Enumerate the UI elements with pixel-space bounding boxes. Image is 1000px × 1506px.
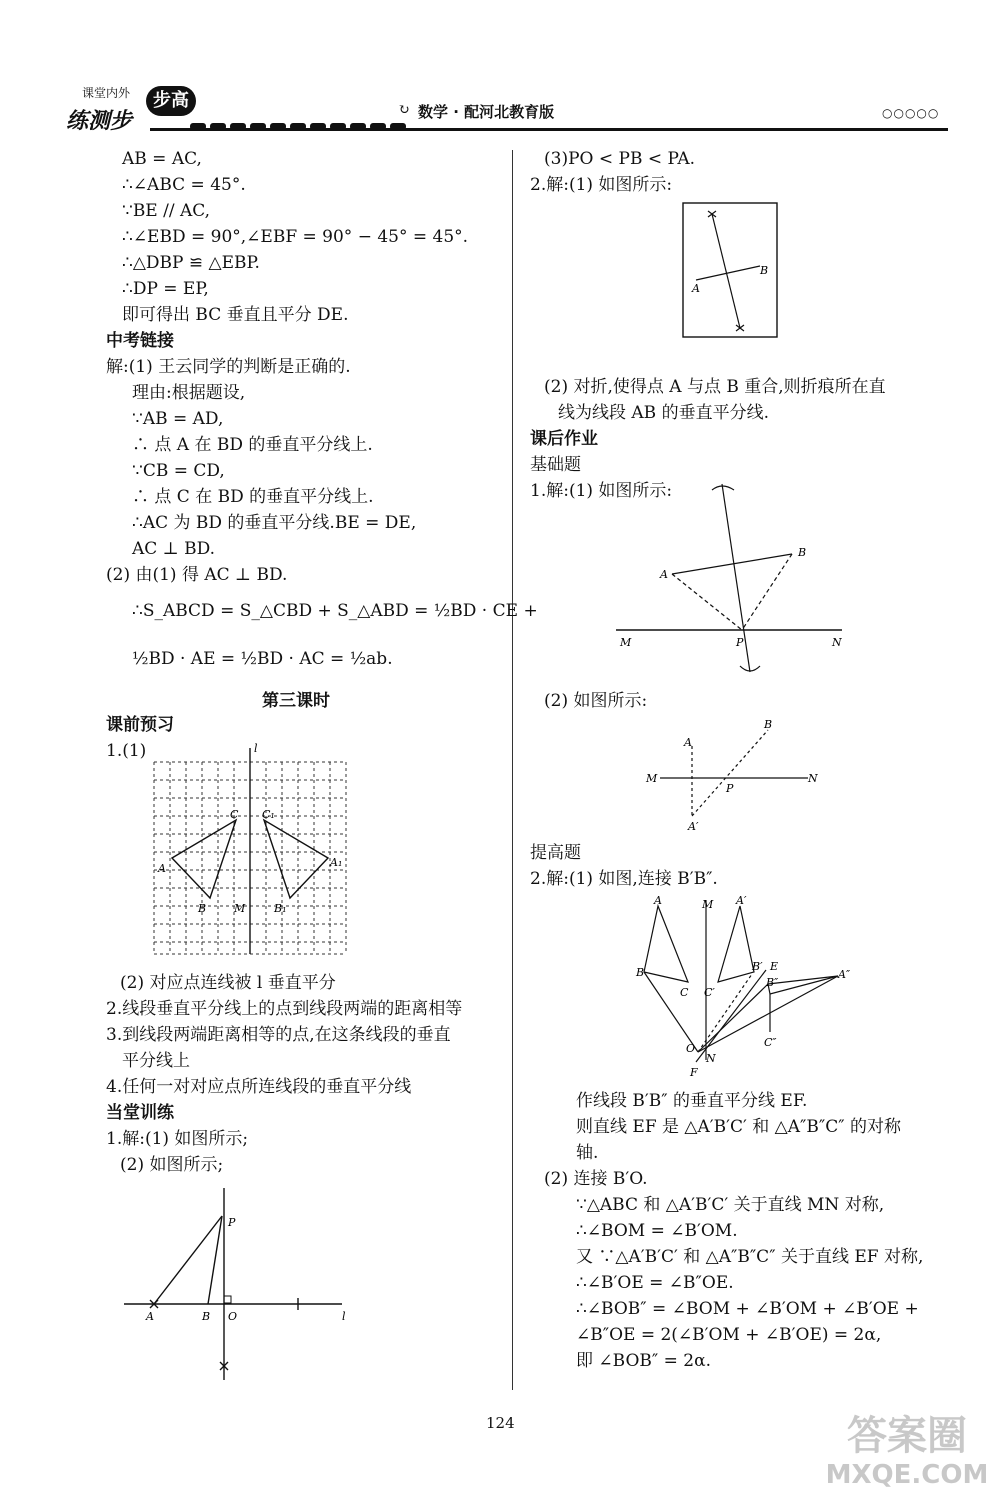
kq-item-4: 3.到线段两端距离相等的点,在这条线段的垂直: [106, 1025, 451, 1045]
label-N: N: [706, 1052, 716, 1065]
kq-item-1: 1.(1): [106, 741, 147, 761]
perpendicular-figure: [118, 1184, 358, 1386]
label-P: P: [228, 1216, 236, 1229]
dt-line-2: (2) 如图所示;: [120, 1155, 224, 1175]
label-A: A: [660, 568, 668, 581]
sym-line-3: 轴.: [576, 1143, 599, 1163]
label-C-double: C″: [764, 1036, 777, 1049]
left-line-5: ∴△DBP ≌ △EBP.: [122, 253, 260, 273]
zk-line-4: ∴ 点 A 在 BD 的垂直平分线上.: [132, 435, 373, 455]
header-logo-badge: [146, 86, 196, 116]
label-C: C: [680, 986, 689, 999]
kq-item-3: 2.线段垂直平分线上的点到线段两端的距离相等: [106, 999, 463, 1019]
header-subtitle: 课堂内外: [82, 86, 131, 100]
label-C1: C₁: [262, 808, 275, 821]
sym-line-1: 作线段 B′B″ 的垂直平分线 EF.: [576, 1091, 808, 1111]
triangle-right: [264, 820, 328, 898]
dt-line-1: 1.解:(1) 如图所示;: [106, 1129, 249, 1149]
label-E: E: [770, 960, 779, 973]
zk-line-1: 解:(1) 王云同学的判断是正确的.: [106, 357, 351, 377]
left-line-3: ∵BE // AC,: [122, 201, 211, 221]
label-B-prime: B′: [752, 960, 763, 973]
label-F: F: [690, 1066, 698, 1079]
label-N: N: [832, 636, 842, 649]
sym-line-5: ∵△ABC 和 △A′B′C′ 关于直线 MN 对称,: [576, 1195, 885, 1215]
mn-figure-1: [610, 482, 850, 682]
label-N: N: [808, 772, 818, 785]
label-O: O: [228, 1310, 238, 1323]
sym-line-9: ∴∠BOB″ = ∠BOM + ∠B′OM + ∠B′OE +: [576, 1299, 919, 1319]
label-P: P: [726, 782, 734, 795]
fold-line-2: 线为线段 AB 的垂直平分线.: [558, 403, 769, 423]
sym-line-4: (2) 连接 B′O.: [544, 1169, 648, 1189]
label-P: P: [736, 636, 744, 649]
kq-item-2: (2) 对应点连线被 l 垂直平分: [120, 973, 336, 993]
page-number: 124: [486, 1414, 515, 1432]
watermark: [822, 1412, 992, 1490]
sym-line-10: ∠B″OE = 2(∠B′OM + ∠B′OE) = 2α,: [576, 1325, 882, 1345]
zk-heading: 中考链接: [106, 331, 174, 351]
header: [60, 80, 950, 140]
zk-line-8: AC ⊥ BD.: [132, 539, 215, 559]
mn-figure-2: [640, 716, 820, 834]
dt-heading: 当堂训练: [106, 1103, 174, 1123]
label-A: A: [654, 894, 662, 907]
sym-line-7: 又 ∵△A′B′C′ 和 △A″B″C″ 关于直线 EF 对称,: [576, 1247, 924, 1267]
zk-line-7: ∴AC 为 BD 的垂直平分线.BE = DE,: [132, 513, 417, 533]
sym-line-2: 则直线 EF 是 △A′B′C′ 和 △A″B″C″ 的对称: [576, 1117, 901, 1137]
watermark-top: 答案圈: [847, 1413, 967, 1459]
header-dots: ○○○○○: [882, 106, 940, 120]
label-B: B: [198, 902, 207, 915]
label-O: O: [686, 1042, 696, 1055]
kq-heading: 课前预习: [106, 715, 174, 735]
label-l: l: [342, 1310, 346, 1323]
left-line-1: AB = AC,: [122, 149, 202, 169]
header-logo-badge-text: 步高: [153, 90, 189, 111]
label-B: B: [636, 966, 645, 979]
label-B: B: [202, 1310, 211, 1323]
area-formula-2: ½BD · AE = ½BD · AC = ½ab.: [132, 649, 393, 669]
kh-heading: 课后作业: [530, 429, 598, 449]
left-line-6: ∴DP = EP,: [122, 279, 209, 299]
jc-line-2: (2) 如图所示:: [544, 691, 648, 711]
label-B1: B₁: [274, 902, 287, 915]
header-title: 数学 · 配河北教育版: [418, 103, 555, 121]
fold-figure: [682, 202, 780, 340]
label-B-double: B″: [766, 976, 779, 989]
jc-line-1: 1.解:(1) 如图所示:: [530, 481, 673, 501]
label-A-double: A″: [838, 968, 851, 981]
column-divider: [512, 150, 513, 1390]
left-line-7: 即可得出 BC 垂直且平分 DE.: [122, 305, 349, 325]
label-A: A: [146, 1310, 154, 1323]
label-A-prime: A′: [688, 820, 699, 833]
label-M: M: [702, 898, 714, 911]
area-formula-1: ∴S_ABCD = S_△CBD + S_△ABD = ½BD · CE +: [132, 601, 538, 621]
watermark-bottom: MXQE.COM: [825, 1460, 989, 1490]
kq-item-5: 平分线上: [122, 1051, 190, 1071]
label-B: B: [764, 718, 773, 731]
label-A-prime: A′: [736, 894, 747, 907]
jc-heading: 基础题: [530, 455, 581, 475]
label-A1: A₁: [330, 856, 343, 869]
header-circle-icon: ↻: [398, 102, 410, 118]
zk-line-2: 理由:根据题设,: [132, 383, 246, 403]
label-B: B: [798, 546, 807, 559]
sym-line-6: ∴∠BOM = ∠B′OM.: [576, 1221, 738, 1241]
sym-line-11: 即 ∠BOB″ = 2α.: [576, 1351, 711, 1371]
label-A: A: [684, 736, 692, 749]
zk-line-3: ∵AB = AD,: [132, 409, 224, 429]
tg-heading: 提高题: [530, 843, 581, 863]
sym-line-8: ∴∠B′OE = ∠B″OE.: [576, 1273, 734, 1293]
label-A: A: [692, 282, 700, 295]
left-line-2: ∴∠ABC = 45°.: [122, 175, 246, 195]
fold-line-1: (2) 对折,使得点 A 与点 B 重合,则折痕所在直: [544, 377, 886, 397]
right-top-line-1: (3)PO < PB < PA.: [544, 149, 696, 169]
label-M: M: [234, 902, 246, 915]
double-symmetry-figure: [630, 892, 864, 1080]
header-rule: [150, 128, 948, 131]
kq-item-6: 4.任何一对对应点所连线段的垂直平分线: [106, 1077, 412, 1097]
zk-line-9: (2) 由(1) 得 AC ⊥ BD.: [106, 565, 288, 585]
label-A: A: [158, 862, 166, 875]
grid-symmetry-figure: [148, 740, 358, 960]
tg-line: 2.解:(1) 如图,连接 B′B″.: [530, 869, 718, 889]
header-logo-main: 练测步: [66, 109, 133, 134]
label-M: M: [646, 772, 658, 785]
zk-line-6: ∴ 点 C 在 BD 的垂直平分线上.: [132, 487, 374, 507]
label-B: B: [760, 264, 769, 277]
label-l: l: [254, 742, 258, 755]
zk-line-5: ∵CB = CD,: [132, 461, 225, 481]
lesson-title: 第三课时: [262, 691, 330, 711]
triangle-left: [172, 820, 236, 898]
right-top-line-2: 2.解:(1) 如图所示:: [530, 175, 673, 195]
label-C-prime: C′: [704, 986, 715, 999]
header-dash-decoration: [190, 120, 420, 134]
label-M: M: [620, 636, 632, 649]
label-C: C: [230, 808, 239, 821]
left-line-4: ∴∠EBD = 90°,∠EBF = 90° − 45° = 45°.: [122, 227, 469, 247]
